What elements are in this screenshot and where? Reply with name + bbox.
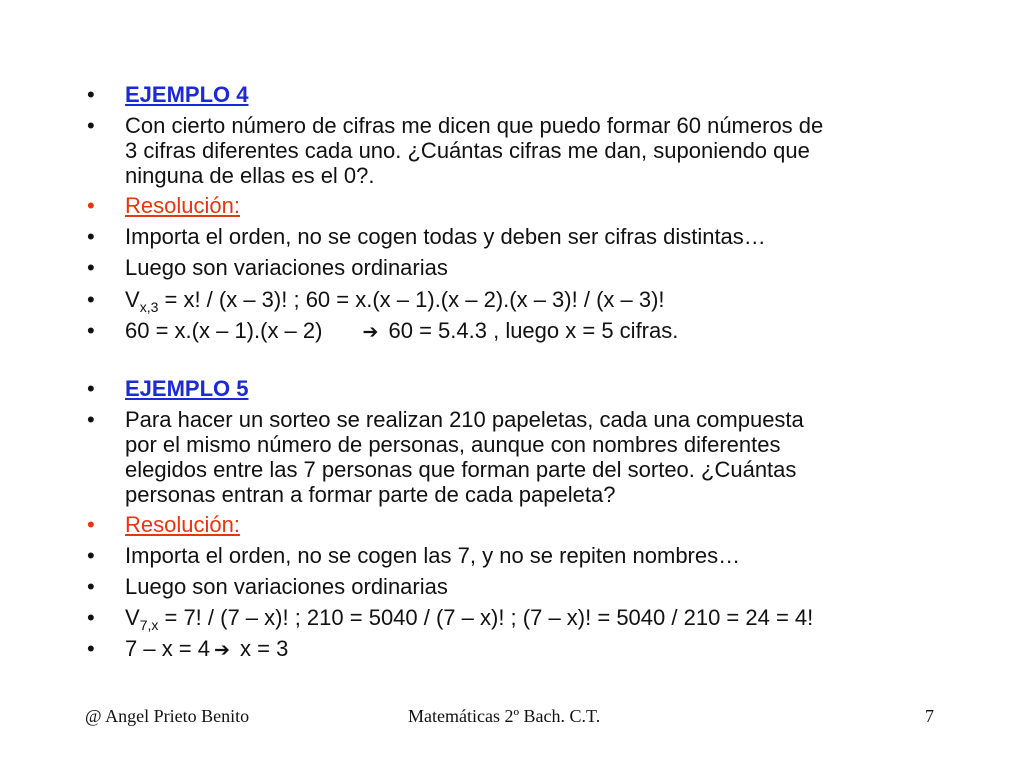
bullet: • <box>87 224 95 249</box>
formula-text <box>125 605 967 633</box>
formula-subscript: 7,x <box>139 617 159 633</box>
example-4-order-text: Importa el orden, no se cogen todas y deben ser cifras distintas… <box>125 224 766 249</box>
result-text <box>125 636 967 663</box>
result-text <box>125 318 967 345</box>
formula-body: = 7! / (7 – x)! ; 210 = 5040 / (7 – x)! ; (7 – x)! = 5040 / 210 = 24 = 4! <box>158 605 814 630</box>
example-5-order-text: Importa el orden, no se cogen las 7, y no se repiten nombres… <box>125 543 741 568</box>
problem-line: 3 cifras diferentes cada uno. ¿Cuántas cifras me dan, suponiendo que <box>125 138 810 163</box>
result-left: 60 = x.(x – 1).(x – 2) <box>125 318 323 343</box>
result-right: x = 3 <box>233 636 289 661</box>
formula-symbol: V <box>125 287 140 312</box>
example-4-problem <box>125 113 967 188</box>
example-4-variations-text: Luego son variaciones ordinarias <box>125 255 448 280</box>
problem-line: Con cierto número de cifras me dicen que puedo formar 60 números de <box>125 113 824 138</box>
bullet: • <box>87 605 95 630</box>
example-5-variations-text: Luego son variaciones ordinarias <box>125 574 448 599</box>
bullet: • <box>87 512 95 537</box>
formula-subscript: x,3 <box>139 299 159 315</box>
bullet: • <box>87 255 95 280</box>
bullet: • <box>87 318 95 343</box>
example-4-problem-item <box>87 113 967 188</box>
example-5-problem <box>125 407 967 507</box>
bullet: • <box>87 376 95 401</box>
formula-body: = x! / (x – 3)! ; 60 = x.(x – 1).(x – 2).(x – 3)! / (x – 3)! <box>158 287 665 312</box>
bullet: • <box>87 113 95 138</box>
bullet: • <box>87 543 95 568</box>
problem-line: por el mismo número de personas, aunque con nombres diferentes <box>125 432 781 457</box>
result-right: 60 = 5.4.3 , luego x = 5 cifras. <box>382 318 679 343</box>
example-5-resolution-label: Resolución: <box>125 512 240 537</box>
formula-text <box>125 287 967 315</box>
bullet: • <box>87 574 95 599</box>
right-arrow-icon: ➔ <box>362 321 379 343</box>
bullet: • <box>87 407 95 432</box>
example-5-problem-item <box>87 407 967 507</box>
footer-author: @ Angel Prieto Benito <box>85 706 250 726</box>
footer-page-number: 7 <box>925 706 934 726</box>
right-arrow-icon: ➔ <box>214 639 230 661</box>
bullet: • <box>87 287 95 312</box>
problem-line: Para hacer un sorteo se realizan 210 papeletas, cada una compuesta <box>125 407 804 432</box>
example-5-title: EJEMPLO 5 <box>125 376 249 401</box>
result-left: 7 – x = 4 <box>125 636 211 661</box>
bullet: • <box>87 82 95 107</box>
example-4-resolution-label: Resolución: <box>125 193 240 218</box>
problem-line: ninguna de ellas es el 0?. <box>125 163 375 188</box>
problem-line: elegidos entre las 7 personas que forman parte del sorteo. ¿Cuántas <box>125 457 797 482</box>
bullet: • <box>87 636 95 661</box>
example-4-title: EJEMPLO 4 <box>125 82 249 107</box>
problem-line: personas entran a formar parte de cada papeleta? <box>125 482 616 507</box>
bullet: • <box>87 193 95 218</box>
footer-course: Matemáticas 2º Bach. C.T. <box>408 706 601 726</box>
formula-symbol: V <box>125 605 140 630</box>
